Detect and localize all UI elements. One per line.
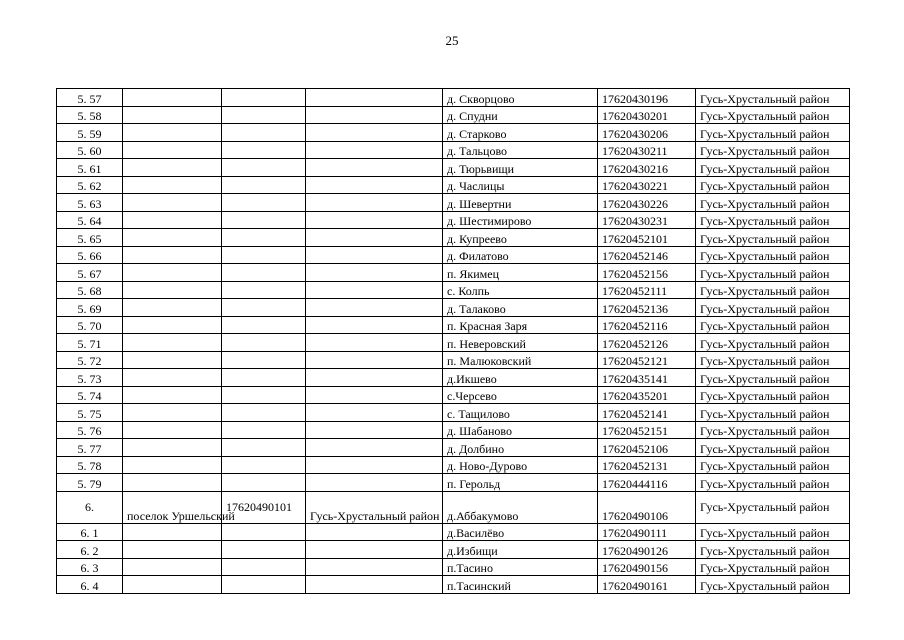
settlement-district-cell	[306, 229, 443, 247]
okato-code-cell: 17620452156	[598, 264, 696, 282]
row-number-cell: 5. 73	[57, 369, 123, 387]
settlement-district-cell	[306, 541, 443, 559]
settlement-district-cell	[306, 264, 443, 282]
table-row	[57, 316, 850, 334]
settlement-name-cell	[123, 299, 222, 317]
settlement-district-cell	[306, 404, 443, 422]
settlement-code-cell	[222, 386, 306, 404]
locality-cell: д. Шевертни	[443, 194, 598, 212]
district-cell: Гусь-Хрустальный район	[696, 141, 850, 159]
okato-code-cell: 17620452101	[598, 229, 696, 247]
settlement-code-cell	[222, 369, 306, 387]
table-row	[57, 439, 850, 457]
settlement-code-cell	[222, 558, 306, 576]
row-number-cell: 5. 65	[57, 229, 123, 247]
okato-code-cell: 17620490106	[598, 491, 696, 523]
district-cell: Гусь-Хрустальный район	[696, 106, 850, 124]
locality-cell: п. Неверовский	[443, 334, 598, 352]
row-number-cell: 5. 78	[57, 456, 123, 474]
settlement-district-cell	[306, 576, 443, 594]
settlement-name-cell	[123, 334, 222, 352]
settlement-name-cell	[123, 351, 222, 369]
settlement-district-cell	[306, 176, 443, 194]
locality-cell: д. Тальцово	[443, 141, 598, 159]
table-row	[57, 541, 850, 559]
settlement-code-cell	[222, 576, 306, 594]
settlement-code-cell	[222, 176, 306, 194]
district-cell: Гусь-Хрустальный район	[696, 491, 850, 523]
district-cell: Гусь-Хрустальный район	[696, 456, 850, 474]
table-row	[57, 523, 850, 541]
row-number-cell: 5. 71	[57, 334, 123, 352]
settlement-district-cell	[306, 474, 443, 492]
row-number-cell: 5. 63	[57, 194, 123, 212]
district-cell: Гусь-Хрустальный район	[696, 176, 850, 194]
settlement-name-cell	[123, 541, 222, 559]
settlement-code-cell	[222, 316, 306, 334]
settlement-name-cell	[123, 229, 222, 247]
table-row	[57, 176, 850, 194]
settlement-district-cell	[306, 194, 443, 212]
settlement-district-cell	[306, 246, 443, 264]
localities-table	[56, 88, 850, 594]
row-number-cell: 6. 4	[57, 576, 123, 594]
table-row	[57, 351, 850, 369]
okato-code-cell: 17620430216	[598, 159, 696, 177]
settlement-district-cell	[306, 124, 443, 142]
settlement-name-cell	[123, 386, 222, 404]
okato-code-cell: 17620430211	[598, 141, 696, 159]
settlement-code-cell	[222, 474, 306, 492]
settlement-name-cell	[123, 89, 222, 107]
district-cell: Гусь-Хрустальный район	[696, 474, 850, 492]
row-number-cell: 5. 68	[57, 281, 123, 299]
district-cell: Гусь-Хрустальный район	[696, 124, 850, 142]
settlement-code-cell	[222, 541, 306, 559]
table-row	[57, 474, 850, 492]
settlement-code-cell: 17620490101	[222, 491, 306, 523]
settlement-name-cell	[123, 421, 222, 439]
district-cell: Гусь-Хрустальный район	[696, 194, 850, 212]
locality-cell: д. Скворцово	[443, 89, 598, 107]
settlement-district-cell	[306, 456, 443, 474]
locality-cell: д. Шестимирово	[443, 211, 598, 229]
district-cell: Гусь-Хрустальный район	[696, 523, 850, 541]
table-row	[57, 456, 850, 474]
okato-code-cell: 17620430196	[598, 89, 696, 107]
settlement-name-cell	[123, 194, 222, 212]
settlement-name-cell	[123, 558, 222, 576]
okato-code-cell: 17620452136	[598, 299, 696, 317]
district-cell: Гусь-Хрустальный район	[696, 89, 850, 107]
settlement-name-cell	[123, 439, 222, 457]
row-number-cell: 5. 58	[57, 106, 123, 124]
settlement-name-cell	[123, 176, 222, 194]
table-row	[57, 106, 850, 124]
table-row	[57, 211, 850, 229]
settlement-name-cell: поселок Уршельский	[123, 491, 222, 523]
locality-cell: д.Василёво	[443, 523, 598, 541]
settlement-name-cell	[123, 211, 222, 229]
locality-cell: д. Старково	[443, 124, 598, 142]
locality-cell: п.Тасино	[443, 558, 598, 576]
district-cell: Гусь-Хрустальный район	[696, 558, 850, 576]
district-cell: Гусь-Хрустальный район	[696, 211, 850, 229]
settlement-district-cell	[306, 523, 443, 541]
settlement-district-cell	[306, 334, 443, 352]
settlement-name-cell	[123, 159, 222, 177]
row-number-cell: 5. 60	[57, 141, 123, 159]
okato-code-cell: 17620490161	[598, 576, 696, 594]
settlement-district-cell	[306, 316, 443, 334]
district-cell: Гусь-Хрустальный район	[696, 159, 850, 177]
settlement-district-cell	[306, 439, 443, 457]
locality-cell: с. Тащилово	[443, 404, 598, 422]
row-number-cell: 5. 75	[57, 404, 123, 422]
locality-cell: д. Спудни	[443, 106, 598, 124]
okato-code-cell: 17620452121	[598, 351, 696, 369]
settlement-name-cell	[123, 369, 222, 387]
locality-cell: д. Филатово	[443, 246, 598, 264]
settlement-code-cell	[222, 421, 306, 439]
table-row	[57, 491, 850, 523]
row-number-cell: 5. 59	[57, 124, 123, 142]
settlement-name-cell	[123, 246, 222, 264]
locality-cell: д.Избищи	[443, 541, 598, 559]
okato-code-cell: 17620452151	[598, 421, 696, 439]
locality-cell: с.Черсево	[443, 386, 598, 404]
district-cell: Гусь-Хрустальный район	[696, 299, 850, 317]
settlement-district-cell	[306, 421, 443, 439]
settlement-district-cell	[306, 351, 443, 369]
okato-code-cell: 17620430221	[598, 176, 696, 194]
table-row	[57, 576, 850, 594]
table-row	[57, 141, 850, 159]
settlement-code-cell	[222, 299, 306, 317]
table-row	[57, 229, 850, 247]
table-row	[57, 299, 850, 317]
settlement-name-cell	[123, 316, 222, 334]
district-cell: Гусь-Хрустальный район	[696, 386, 850, 404]
table-row	[57, 159, 850, 177]
locality-cell: п. Красная Заря	[443, 316, 598, 334]
settlement-name-cell	[123, 576, 222, 594]
settlement-district-cell	[306, 386, 443, 404]
settlement-code-cell	[222, 523, 306, 541]
page-number: 25	[445, 33, 459, 48]
settlement-district-cell	[306, 89, 443, 107]
settlement-code-cell	[222, 106, 306, 124]
okato-code-cell: 17620452131	[598, 456, 696, 474]
settlement-district-cell	[306, 558, 443, 576]
settlement-code-cell	[222, 246, 306, 264]
settlement-district-cell	[306, 299, 443, 317]
settlement-name-cell	[123, 523, 222, 541]
settlement-code-cell	[222, 281, 306, 299]
settlement-code-cell	[222, 141, 306, 159]
settlement-district-cell	[306, 141, 443, 159]
settlement-code-cell	[222, 89, 306, 107]
table-row	[57, 369, 850, 387]
settlement-name-cell	[123, 404, 222, 422]
table-row	[57, 281, 850, 299]
locality-cell: п. Герольд	[443, 474, 598, 492]
okato-code-cell: 17620490111	[598, 523, 696, 541]
okato-code-cell: 17620490126	[598, 541, 696, 559]
settlement-code-cell	[222, 456, 306, 474]
table-row	[57, 264, 850, 282]
row-number-cell: 5. 76	[57, 421, 123, 439]
locality-cell: д. Талаково	[443, 299, 598, 317]
row-number-cell: 6.	[57, 491, 123, 523]
district-cell: Гусь-Хрустальный район	[696, 334, 850, 352]
district-cell: Гусь-Хрустальный район	[696, 369, 850, 387]
table-row	[57, 558, 850, 576]
row-number-cell: 5. 57	[57, 89, 123, 107]
district-cell: Гусь-Хрустальный район	[696, 246, 850, 264]
settlement-code-cell	[222, 159, 306, 177]
settlement-code-cell	[222, 229, 306, 247]
row-number-cell: 6. 1	[57, 523, 123, 541]
okato-code-cell: 17620452116	[598, 316, 696, 334]
district-cell: Гусь-Хрустальный район	[696, 229, 850, 247]
okato-code-cell: 17620452126	[598, 334, 696, 352]
locality-cell: д.Икшево	[443, 369, 598, 387]
settlement-name-cell	[123, 281, 222, 299]
row-number-cell: 5. 70	[57, 316, 123, 334]
row-number-cell: 6. 3	[57, 558, 123, 576]
settlement-code-cell	[222, 351, 306, 369]
settlement-name-cell	[123, 456, 222, 474]
settlement-code-cell	[222, 124, 306, 142]
locality-cell: п. Якимец	[443, 264, 598, 282]
locality-cell: д. Шабаново	[443, 421, 598, 439]
settlement-name-cell	[123, 474, 222, 492]
settlement-district-cell	[306, 211, 443, 229]
row-number-cell: 5. 74	[57, 386, 123, 404]
settlement-name-cell	[123, 106, 222, 124]
okato-code-cell: 17620430201	[598, 106, 696, 124]
settlement-code-cell	[222, 439, 306, 457]
table-body	[57, 89, 850, 594]
table-row	[57, 386, 850, 404]
okato-code-cell: 17620430231	[598, 211, 696, 229]
locality-cell: п.Тасинский	[443, 576, 598, 594]
locality-cell: с. Колпь	[443, 281, 598, 299]
okato-code-cell: 17620430226	[598, 194, 696, 212]
settlement-district-cell	[306, 281, 443, 299]
settlement-name-cell	[123, 141, 222, 159]
okato-code-cell: 17620452106	[598, 439, 696, 457]
table-row	[57, 246, 850, 264]
district-cell: Гусь-Хрустальный район	[696, 351, 850, 369]
row-number-cell: 5. 61	[57, 159, 123, 177]
settlement-code-cell	[222, 194, 306, 212]
settlement-name-cell	[123, 124, 222, 142]
row-number-cell: 5. 69	[57, 299, 123, 317]
row-number-cell: 5. 72	[57, 351, 123, 369]
locality-cell: д. Часлицы	[443, 176, 598, 194]
okato-code-cell: 17620452146	[598, 246, 696, 264]
table-row	[57, 334, 850, 352]
row-number-cell: 5. 79	[57, 474, 123, 492]
district-cell: Гусь-Хрустальный район	[696, 576, 850, 594]
district-cell: Гусь-Хрустальный район	[696, 541, 850, 559]
settlement-code-cell	[222, 334, 306, 352]
okato-code-cell: 17620435201	[598, 386, 696, 404]
locality-cell: п. Малюковский	[443, 351, 598, 369]
district-cell: Гусь-Хрустальный район	[696, 439, 850, 457]
table-row	[57, 194, 850, 212]
okato-code-cell: 17620490156	[598, 558, 696, 576]
settlement-code-cell	[222, 404, 306, 422]
settlement-district-cell	[306, 159, 443, 177]
okato-code-cell: 17620452141	[598, 404, 696, 422]
row-number-cell: 5. 64	[57, 211, 123, 229]
district-cell: Гусь-Хрустальный район	[696, 421, 850, 439]
okato-code-cell: 17620435141	[598, 369, 696, 387]
locality-cell: д. Долбино	[443, 439, 598, 457]
row-number-cell: 6. 2	[57, 541, 123, 559]
settlement-district-cell	[306, 369, 443, 387]
table-row	[57, 421, 850, 439]
table-row	[57, 404, 850, 422]
settlement-code-cell	[222, 211, 306, 229]
okato-code-cell: 17620444116	[598, 474, 696, 492]
row-number-cell: 5. 67	[57, 264, 123, 282]
okato-code-cell: 17620452111	[598, 281, 696, 299]
okato-code-cell: 17620430206	[598, 124, 696, 142]
district-cell: Гусь-Хрустальный район	[696, 316, 850, 334]
row-number-cell: 5. 77	[57, 439, 123, 457]
settlement-name-cell	[123, 264, 222, 282]
table-row	[57, 89, 850, 107]
settlement-code-cell	[222, 264, 306, 282]
table-row	[57, 124, 850, 142]
settlement-district-cell	[306, 106, 443, 124]
district-cell: Гусь-Хрустальный район	[696, 264, 850, 282]
district-cell: Гусь-Хрустальный район	[696, 281, 850, 299]
district-cell: Гусь-Хрустальный район	[696, 404, 850, 422]
locality-cell: д. Ново-Дурово	[443, 456, 598, 474]
locality-cell: д. Купреево	[443, 229, 598, 247]
locality-cell: д. Тюрьвищи	[443, 159, 598, 177]
row-number-cell: 5. 62	[57, 176, 123, 194]
locality-cell: д.Аббакумово	[443, 491, 598, 523]
settlement-district-cell: Гусь-Хрустальный район	[306, 491, 443, 523]
row-number-cell: 5. 66	[57, 246, 123, 264]
